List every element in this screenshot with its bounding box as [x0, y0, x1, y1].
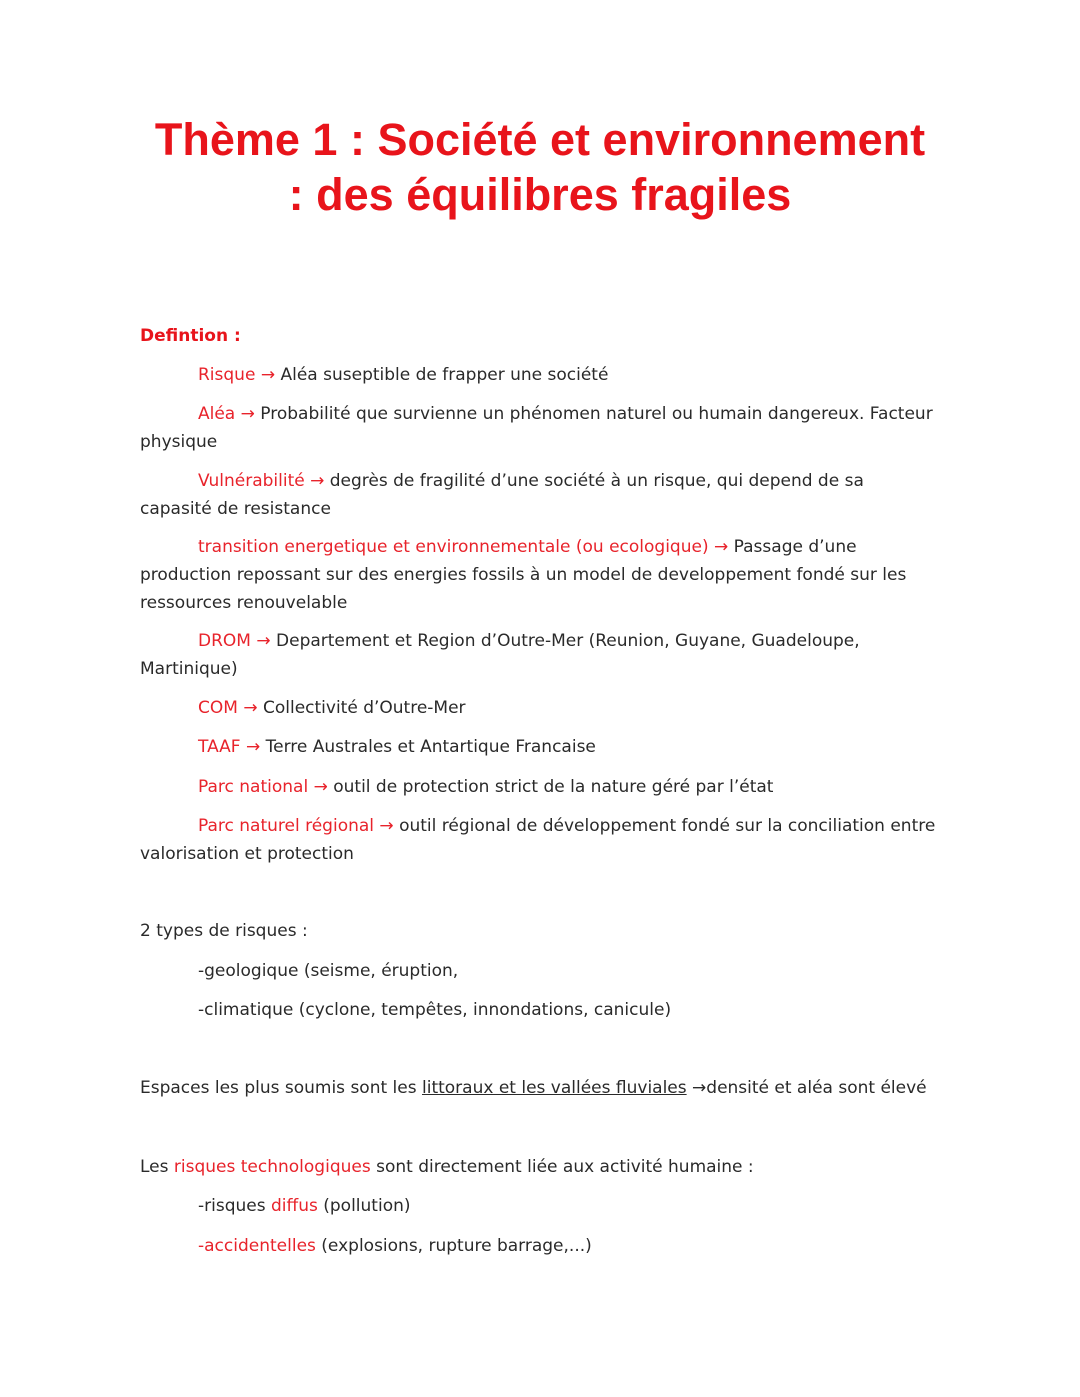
definition-item — [140, 733, 940, 761]
definition-text: Terre Australes et Antartique Francaise — [265, 737, 596, 757]
arrow-icon: → — [714, 537, 729, 557]
arrow-icon: → — [240, 404, 255, 424]
arrow-icon: → — [313, 777, 328, 797]
definition-item — [140, 812, 940, 868]
definition-term: Vulnérabilité — [198, 471, 305, 491]
definition-text: Passage d’une production repossant sur des energies fossils à un model de developpement fondé sur les ressources renouvelable — [140, 537, 907, 613]
definition-item — [140, 773, 940, 801]
tech-risk-text: (pollution) — [317, 1196, 411, 1216]
arrow-icon: → — [256, 631, 271, 651]
arrow-icon: → — [245, 737, 261, 757]
definition-item — [140, 361, 940, 389]
definition-term: Risque — [198, 365, 256, 385]
definition-item — [140, 694, 940, 722]
definitions-heading: Defintion : — [140, 326, 241, 346]
arrow-icon: → — [379, 816, 394, 836]
arrow-icon: → — [310, 471, 325, 491]
definition-text: outil régional de développement fondé sur la conciliation entre valorisation et protection — [140, 816, 936, 864]
tech-risks-term: risques technologiques — [173, 1157, 371, 1177]
definition-text: Collectivité d’Outre-Mer — [262, 698, 466, 718]
definition-term: TAAF — [198, 737, 241, 757]
exposed-spaces-conclusion: →densité et aléa sont élevé — [686, 1078, 927, 1098]
page-title: Thème 1 : Société et environnement : des équilibres fragiles — [154, 114, 926, 220]
definition-item — [140, 627, 940, 683]
arrow-icon: → — [243, 698, 258, 718]
exposed-spaces-line — [140, 1074, 960, 1102]
tech-risks-text: Les — [140, 1157, 174, 1177]
exposed-spaces-text: Espaces les plus soumis sont les — [140, 1078, 422, 1098]
definition-term: Parc national — [198, 777, 309, 797]
definition-item — [140, 400, 940, 456]
risk-types-intro: 2 types de risques : — [140, 921, 308, 941]
tech-risks-text: sont directement liée aux activité humaine : — [370, 1157, 754, 1177]
definition-item — [140, 467, 940, 523]
definition-term: COM — [198, 698, 238, 718]
definition-term: transition energetique et environnementale (ou ecologique) — [198, 537, 709, 557]
arrow-icon: → — [260, 365, 276, 385]
tech-risk-item — [140, 1232, 940, 1260]
risk-type-item: -geologique (seisme, éruption, — [198, 961, 459, 981]
tech-risk-term: diffus — [271, 1196, 318, 1216]
tech-risk-term: -accidentelles — [198, 1236, 316, 1256]
tech-risk-item — [140, 1192, 940, 1220]
tech-risk-text: -risques — [198, 1196, 271, 1216]
definition-text: degrès de fragilité d’une société à un risque, qui depend de sa capasité de resistance — [140, 471, 864, 519]
definition-text: outil de protection strict de la nature géré par l’état — [333, 777, 774, 797]
definition-item — [140, 533, 940, 617]
exposed-spaces-underlined: littoraux et les vallées fluviales — [422, 1078, 687, 1098]
risk-type-item: -climatique (cyclone, tempêtes, innondations, canicule) — [198, 1000, 672, 1020]
definition-term: Aléa — [198, 404, 236, 424]
tech-risk-text: (explosions, rupture barrage,...) — [315, 1236, 592, 1256]
tech-risks-intro — [140, 1153, 940, 1181]
definition-term: Parc naturel régional — [198, 816, 375, 836]
definition-term: DROM — [198, 631, 251, 651]
definition-text: Aléa suseptible de frapper une société — [280, 365, 609, 385]
definition-text: Departement et Region d’Outre-Mer (Reunion, Guyane, Guadeloupe, Martinique) — [140, 631, 860, 679]
definition-text: Probabilité que survienne un phénomen naturel ou humain dangereux. Facteur physique — [140, 404, 933, 452]
